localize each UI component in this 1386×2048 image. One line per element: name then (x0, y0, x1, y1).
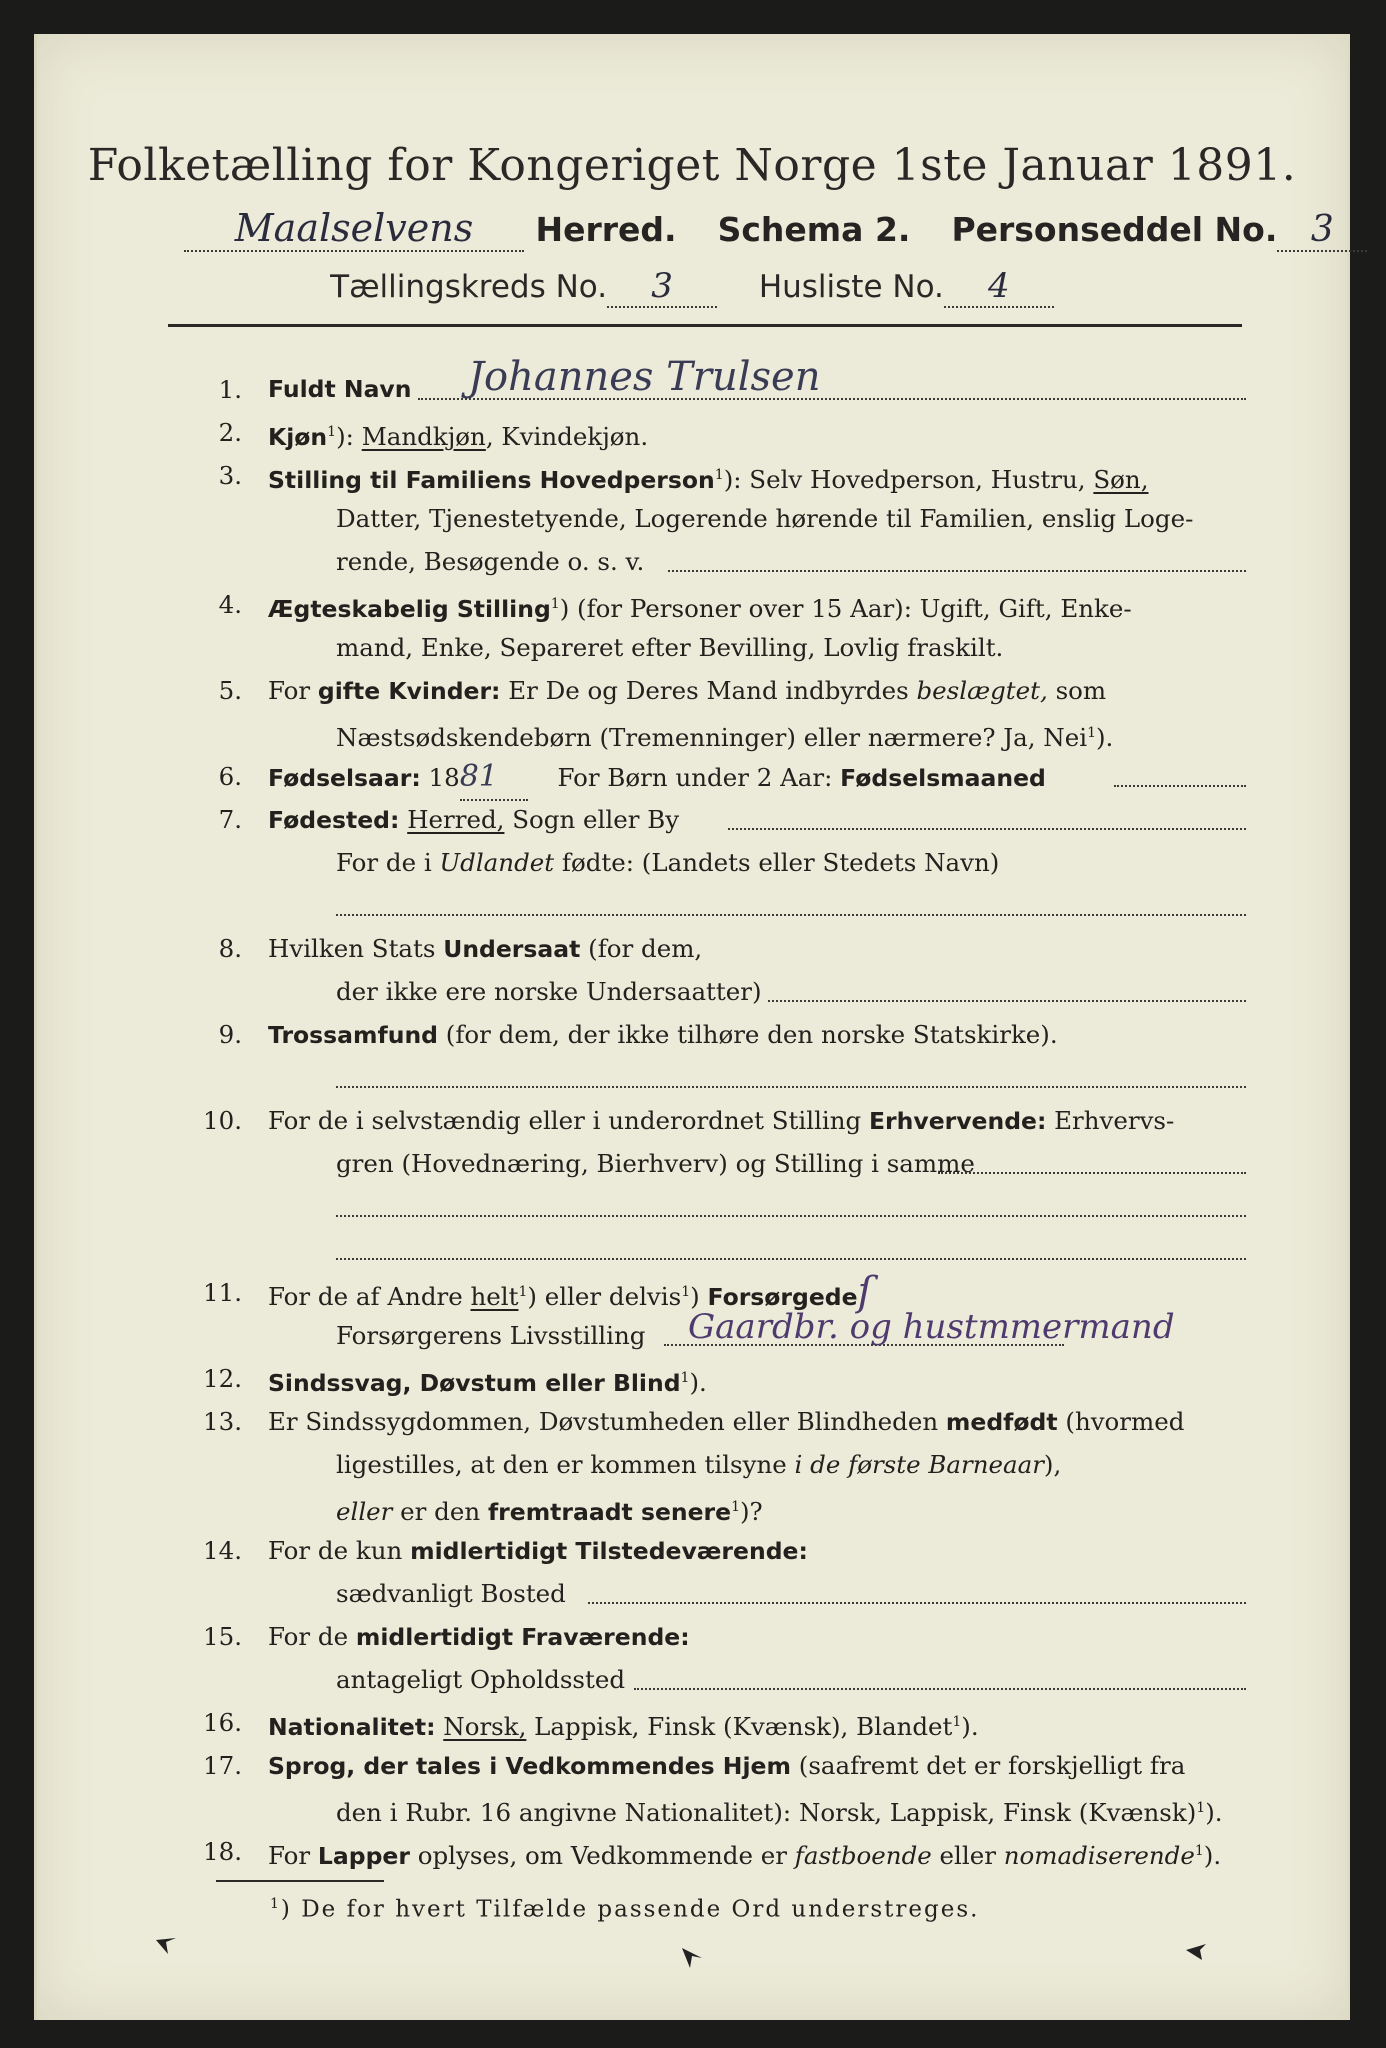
birthplace-options[interactable]: Sogn eller By (504, 805, 680, 834)
temp-absent-label: midlertidigt Fraværende: (355, 1623, 690, 1651)
disability-label: Sindssvag, Døvstum eller Blind (268, 1369, 681, 1398)
temp-present-prefix: For de kun (268, 1536, 411, 1565)
religion-after: (for dem, der ikke tilhøre den norske Statskirke). (438, 1020, 1058, 1049)
congenital-line3-a: er den (392, 1497, 488, 1527)
item-number: 15. (203, 1622, 242, 1651)
birth-month-field[interactable] (1114, 785, 1246, 787)
married-women-line (268, 669, 1106, 713)
occupation-after: Erhvervs- (1046, 1106, 1175, 1135)
item-number: 13. (203, 1407, 242, 1436)
birthplace-label: Fødested: (268, 806, 400, 834)
birthplace-abroad-field[interactable] (336, 914, 1246, 916)
birth-year-value: 81 (459, 759, 498, 794)
married-women-line2[interactable]: Næstsødskendebørn (Tremenninger) eller nærmere? Ja, Nei$^1$). (336, 723, 1114, 753)
item-5-cont (168, 712, 1248, 755)
occupation-line (268, 1099, 1174, 1143)
full-name-value: Johannes Trulsen (468, 354, 821, 400)
item-12 (168, 1357, 1248, 1400)
item-number: 12. (203, 1364, 242, 1393)
item-14 (168, 1529, 1248, 1572)
language-line2-text: den i Rubr. 16 angivne Nationalitet): Norsk, Lappisk, Finsk (Kvænsk) (336, 1798, 1197, 1828)
footnote-ref: 1 (680, 1370, 690, 1386)
husliste-label: Husliste No. (758, 269, 944, 305)
footnote-ref: 1 (714, 467, 724, 483)
item-number: 16. (203, 1708, 242, 1737)
footnote-ref: 1 (681, 1284, 691, 1300)
item-2 (168, 411, 1248, 454)
occupation-line2: gren (Hovednæring, Bierhverv) og Stilling i samme (336, 1149, 975, 1178)
footnote-ref: 1 (1196, 1800, 1206, 1816)
item-6 (168, 755, 1248, 798)
item-number: 9. (218, 1020, 242, 1049)
language-label: Sprog, der tales i Vedkommendes Hjem (268, 1752, 791, 1780)
lapps-option-nomadiserende[interactable]: nomadiserende (1003, 1841, 1195, 1871)
item-14-cont (168, 1572, 1248, 1615)
congenital-line2-b: ), (1043, 1450, 1062, 1479)
disability-line (268, 1357, 707, 1405)
item-10 (168, 1099, 1248, 1142)
item-number: 14. (203, 1536, 242, 1565)
center-mark-icon (680, 1946, 704, 1970)
footnote-ref: 1 (327, 424, 337, 440)
item-13 (168, 1400, 1248, 1443)
family-position-label: Stilling til Familiens Hovedperson (268, 466, 715, 495)
language-line2[interactable] (336, 1787, 1223, 1834)
family-position-son[interactable]: Søn, (1093, 465, 1149, 495)
congenital-line3-bold: fremtraadt senere (487, 1498, 732, 1527)
supported-label: Forsørgede (707, 1283, 858, 1312)
item-number: 11. (203, 1278, 242, 1307)
usual-residence-label: sædvanligt Bosted (336, 1579, 566, 1608)
item-17-cont (168, 1787, 1248, 1830)
religion-label: Trossamfund (268, 1021, 439, 1049)
family-position-line2[interactable]: Datter, Tjenestetyende, Logerende hørende til Familien, enslig Loge- (336, 504, 1194, 533)
taellingskreds-line (34, 266, 1350, 308)
occupation-field-3[interactable] (336, 1258, 1246, 1260)
nationality-option-norsk[interactable]: Norsk, (443, 1712, 527, 1742)
supported-mark: ſ (857, 1269, 873, 1316)
gender-after: ): (336, 422, 354, 452)
herred-name-field[interactable] (184, 206, 524, 252)
gender-label: Kjøn (268, 423, 328, 452)
lapps-after: oplyses, om Vedkommende er (409, 1841, 795, 1871)
temp-present-label: midlertidigt Tilstedeværende: (410, 1537, 808, 1565)
husliste-no: 4 (988, 266, 1010, 306)
corner-mark-right-icon (1184, 1940, 1208, 1964)
herred-line (184, 206, 1334, 256)
married-women-question: Er De og Deres Mand indbyrdes (500, 676, 917, 705)
lapps-option-fastboende[interactable]: fastboende (794, 1841, 932, 1871)
footnote-ref: 1 (518, 1284, 528, 1300)
citizenship-after: (for dem, (580, 934, 703, 963)
birthplace-abroad-line (336, 841, 999, 884)
item-10-blank2 (168, 1228, 1248, 1271)
language-end: ). (1205, 1798, 1223, 1828)
item-number: 3. (218, 461, 242, 490)
abroad-prefix: For de i (336, 848, 440, 877)
nationality-options[interactable]: Lappisk, Finsk (Kvænsk), Blandet (526, 1712, 953, 1742)
citizenship-field[interactable] (768, 1000, 1246, 1002)
footnote-text: ) De for hvert Tilfælde passende Ord understreges. (280, 1896, 980, 1923)
occupation-prefix: For de i selvstændig eller i underordnet Stilling (268, 1106, 869, 1135)
lapps-label: Lapper (317, 1842, 410, 1871)
item-16 (168, 1701, 1248, 1744)
taellingskreds-label: Tællingskreds No. (330, 269, 608, 305)
temp-present-line (268, 1529, 808, 1573)
item-9 (168, 1013, 1248, 1056)
birthplace-field[interactable] (728, 828, 1246, 830)
footnote (270, 1896, 979, 1923)
marital-line2[interactable]: mand, Enke, Separeret efter Bevilling, Lovlig fraskilt. (336, 633, 1004, 662)
congenital-line2-italic: i de første Barneaar (794, 1450, 1044, 1479)
congenital-line2-a: ligestilles, at den er kommen tilsyne (336, 1450, 795, 1479)
footnote-ref: 1 (550, 596, 560, 612)
item-number: 4. (218, 590, 242, 619)
footnote-ref: 1 (1194, 1843, 1204, 1859)
herred-name: Maalselvens (234, 206, 474, 250)
footnote-rule (216, 1880, 384, 1882)
item-13-cont (168, 1443, 1248, 1486)
form-title: Folketælling for Kongeriget Norge 1ste Januar 1891. (87, 140, 1297, 191)
item-7-blank (168, 884, 1248, 927)
language-line (268, 1744, 1185, 1788)
supported-mid: ) (690, 1282, 708, 1312)
gender-line (268, 411, 648, 459)
congenital-line3 (336, 1486, 763, 1534)
congenital-prefix: Er Sindssygdommen, Døvstumheden eller Blindheden (268, 1407, 946, 1436)
disability-after: ). (689, 1368, 707, 1398)
item-8-cont (168, 970, 1248, 1013)
form-items (168, 354, 1248, 1873)
personseddel-label: Personseddel No. (951, 210, 1278, 249)
item-number: 2. (218, 418, 242, 447)
citizenship-line (268, 927, 702, 971)
birth-year-line (268, 755, 1046, 801)
congenital-label: medfødt (945, 1408, 1058, 1436)
item-number: 5. (218, 676, 242, 705)
family-position-field[interactable] (668, 570, 1246, 572)
birthplace-option-herred[interactable]: Herred, (407, 805, 505, 834)
item-8 (168, 927, 1248, 970)
item-1 (168, 354, 1248, 411)
item-15 (168, 1615, 1248, 1658)
supported-option-delvis[interactable]: ) eller delvis (527, 1282, 682, 1312)
lapps-end: ). (1203, 1841, 1222, 1871)
personseddel-no: 3 (1310, 209, 1334, 250)
item-4-cont (168, 626, 1248, 669)
marital-line (268, 583, 1132, 631)
birth-month-label: Fødselsmaaned (840, 764, 1046, 792)
congenital-line3-italic: eller (336, 1497, 393, 1527)
citizenship-label: Undersaat (443, 935, 581, 963)
item-number: 7. (218, 805, 242, 834)
item-15-cont (168, 1658, 1248, 1701)
personseddel-no-field[interactable] (1277, 209, 1367, 252)
lapps-line (268, 1830, 1221, 1878)
nationality-label: Nationalitet: (268, 1713, 436, 1742)
birth-year-label: Fødselsaar: (268, 764, 421, 792)
corner-mark-icon (154, 1934, 178, 1958)
language-after: (saafremt det er forskjelligt fra (790, 1751, 1186, 1780)
religion-field[interactable] (336, 1086, 1246, 1088)
occupation-field[interactable] (938, 1172, 1246, 1174)
item-7-cont (168, 841, 1248, 884)
family-position-options[interactable]: ): Selv Hovedperson, Hustru, (723, 465, 1094, 495)
item-3-cont2 (168, 540, 1248, 583)
full-name-label: Fuldt Navn (268, 375, 412, 403)
lapps-mid: eller (931, 1841, 1004, 1871)
item-4 (168, 583, 1248, 626)
item-3 (168, 454, 1248, 497)
married-women-prefix: For (268, 676, 318, 705)
taellingskreds-no-field[interactable] (607, 266, 717, 308)
birth-month-prefix: For Børn under 2 Aar: (557, 763, 841, 792)
abroad-italic: Udlandet (439, 848, 555, 877)
gender-option-female[interactable]: , Kvindekjøn. (485, 422, 649, 452)
nationality-line (268, 1701, 979, 1749)
item-number: 10. (203, 1106, 242, 1135)
temp-absent-prefix: For de (268, 1622, 356, 1651)
gender-option-male[interactable]: Mandkjøn (361, 422, 486, 452)
nationality-end: ). (961, 1712, 979, 1742)
item-number: 8. (218, 934, 242, 963)
supported-option-helt[interactable]: helt (470, 1282, 519, 1312)
item-3-cont (168, 497, 1248, 540)
supported-prefix: For de af Andre (268, 1282, 471, 1312)
header-rule (168, 324, 1242, 327)
citizenship-prefix: Hvilken Stats (268, 934, 444, 963)
temp-absent-line (268, 1615, 690, 1659)
congenital-line3-b: )? (740, 1497, 763, 1527)
item-10-cont (168, 1142, 1248, 1185)
stay-place-label: antageligt Opholdssted (336, 1665, 625, 1694)
item-7 (168, 798, 1248, 841)
marital-label: Ægteskabelig Stilling (268, 595, 551, 624)
citizenship-line2: der ikke ere norske Undersaatter) (336, 977, 762, 1006)
lapps-prefix: For (268, 1841, 318, 1871)
item-18 (168, 1830, 1248, 1873)
married-women-label: gifte Kvinder: (317, 677, 501, 705)
family-position-line (268, 454, 1149, 502)
herred-label: Herred. (535, 210, 677, 249)
taellingskreds-no: 3 (651, 266, 673, 306)
married-women-end: som (1047, 676, 1107, 705)
stay-place-field[interactable] (634, 1688, 1246, 1690)
religion-line (268, 1013, 1058, 1057)
marital-options[interactable]: ) (for Personer over 15 Aar): Ugift, Gift, Enke- (559, 594, 1132, 624)
congenital-line (268, 1400, 1184, 1444)
husliste-no-field[interactable] (944, 266, 1054, 308)
usual-residence-field[interactable] (588, 1602, 1246, 1604)
birthplace-line (268, 798, 679, 842)
married-women-italic: beslægtet, (916, 676, 1048, 705)
item-number: 6. (218, 762, 242, 791)
item-17 (168, 1744, 1248, 1787)
provider-value: Gaardbr. og hustmmermand (688, 1307, 1175, 1347)
birth-year-prefix: 18 (420, 763, 460, 792)
item-5 (168, 669, 1248, 712)
family-position-line3[interactable]: rende, Besøgende o. s. v. (336, 547, 645, 576)
congenital-after: (hvormed (1057, 1407, 1185, 1436)
footnote-ref: 1 (952, 1714, 962, 1730)
item-9-blank (168, 1056, 1248, 1099)
item-10-blank (168, 1185, 1248, 1228)
footnote-ref: 1 (1087, 725, 1096, 741)
census-form-sheet (34, 34, 1350, 2020)
item-number: 17. (203, 1751, 242, 1780)
item-11-cont (168, 1307, 1248, 1357)
item-number: 18. (203, 1837, 242, 1866)
footnote-ref: 1 (731, 1499, 740, 1515)
married-women-line2-text: Næstsødskendebørn (Tremenninger) eller nærmere? Ja, Nei (336, 723, 1088, 753)
occupation-field-2[interactable] (336, 1215, 1246, 1217)
birth-year-field[interactable] (460, 755, 528, 801)
footnote-mark: 1 (270, 1896, 281, 1912)
abroad-suffix: fødte: (Landets eller Stedets Navn) (554, 848, 1000, 877)
item-13-cont2 (168, 1486, 1248, 1529)
item-number: 1. (218, 375, 242, 404)
schema-label: Schema 2. (717, 210, 911, 249)
occupation-label: Erhvervende: (869, 1107, 1047, 1135)
congenital-line2 (336, 1443, 1061, 1486)
provider-label: Forsørgerens Livsstilling (336, 1321, 646, 1350)
